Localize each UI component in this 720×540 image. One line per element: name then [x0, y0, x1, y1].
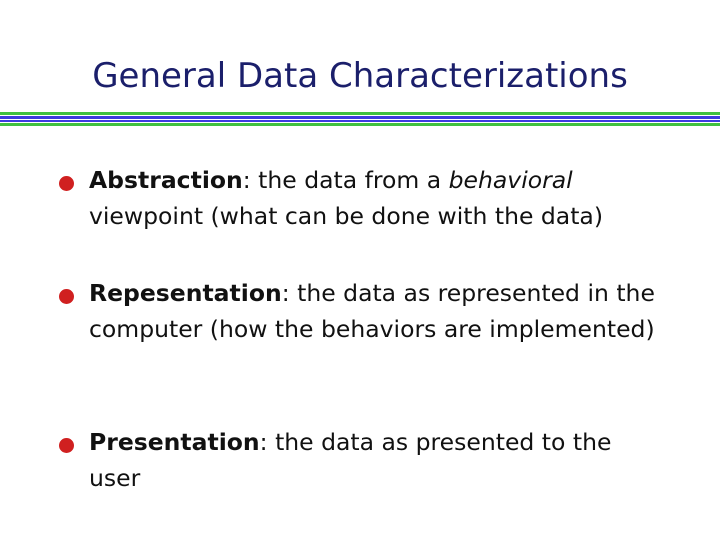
- bullet-separator: :: [259, 428, 268, 456]
- bullet-term: Abstraction: [89, 166, 243, 194]
- bullet-text: [89, 424, 669, 496]
- bullet-separator: :: [242, 166, 251, 194]
- bullet-description-start: the data from a: [250, 166, 449, 194]
- bullet-separator: :: [281, 279, 290, 307]
- bullet-description-end: viewpoint (what can be done with the data): [89, 202, 603, 230]
- bullet-dot-icon: [59, 289, 74, 304]
- bullet-text: [89, 162, 669, 234]
- bullet-emphasis: behavioral: [448, 166, 573, 194]
- bullet-dot-icon: [59, 176, 74, 191]
- bullet-dot-icon: [59, 438, 74, 453]
- bullet-description: the data as presented to the user: [89, 428, 612, 492]
- slide-title: General Data Characterizations: [92, 56, 628, 96]
- bullet-text: [89, 275, 669, 347]
- bullet-term: Repesentation: [89, 279, 282, 307]
- bullet-description: the data as represented in the computer (how the behaviors are implemented): [89, 279, 655, 343]
- bullet-term: Presentation: [89, 428, 260, 456]
